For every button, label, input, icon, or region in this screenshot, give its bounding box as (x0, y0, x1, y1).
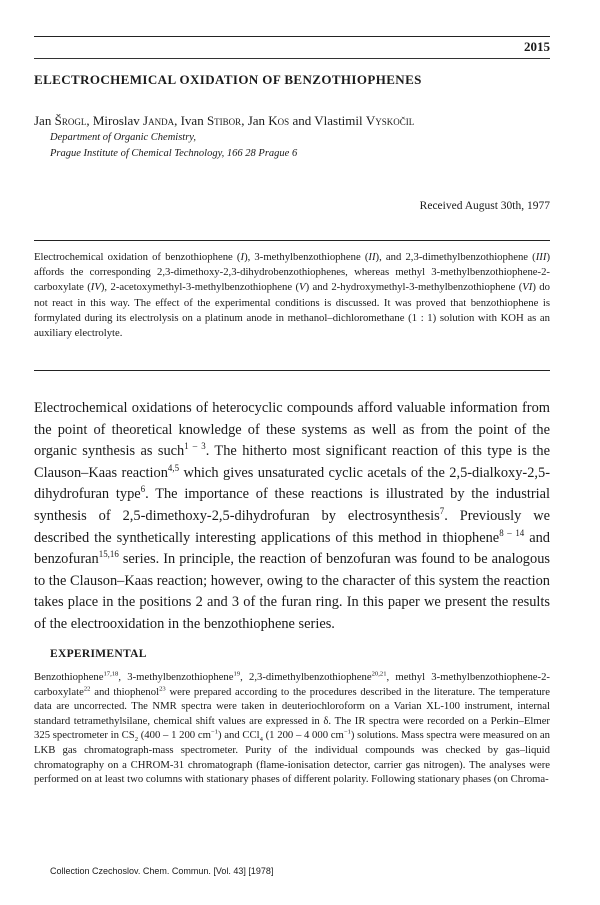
top-rule (34, 36, 550, 37)
page-number: 2015 (524, 39, 550, 54)
affiliation-department: Department of Organic Chemistry, (50, 132, 197, 143)
affiliation-institute: Prague Institute of Chemical Technology, 166 28 Prague 6 (50, 148, 298, 159)
section-heading-experimental: EXPERIMENTAL (50, 648, 147, 660)
author-list: Jan Šrogl, Miroslav Janda, Ivan Stibor, Jan Kos and Vlastimil Vyskočil (34, 113, 415, 128)
experimental-paragraph: Benzothiophene$^{17,18}$, 3-methylbenzothiophene$^{19}$, 2,3-dimethylbenzothiophene$^{20,21}$, methyl 3-methylbenzothiophene-2-carboxylate$^{22}$ and thiophenol$^{23}$ were prepared according to the procedures described in the literature. The temperature data are uncorrected. The NMR spectra were taken in deuteriochloroform on a Varian XL-100 instrument, internal standard tetramethylsilane, chemical shift values are expressed in δ. The IR spectra were recorded on a Perkin–Elmer 325 spectrometer in $CS_2$ (400 – 1 200 $cm^{-1}$) and CCl$_4$ (1 200 – 4 000 $cm^{-1}$) solutions. Mass spectra were measured on an LKB gas chromatograph-mass spectrometer. Purity of the individual compounds was checked by gas–liquid chromatography on a CHROM-31 chromatograph (flame-ionisation detector, carrier gas nitrogen). The analyses were performed on at least two columns with stationary phases of different polarity. Following stationary phases (on Chroma- (34, 670, 550, 786)
paper-title: ELECTROCHEMICAL OXIDATION OF BENZOTHIOPHENES (34, 72, 422, 87)
introduction-paragraph: Electrochemical oxidations of heterocyclic compounds afford valuable information from the point of theoretical knowledge of these systems as well as from the point of the organic synthesis as such$^{1 - 3}$. The hitherto most significant reaction of this type is the Clauson–Kaas reaction$^{4,5}$ which gives unsaturated cyclic acetals of the 2,5-dialkoxy-2,5-dihydrofuran type$^6$. The importance of these reactions is illustrated by the industrial synthesis of 2,5-dimethoxy-2,5-dihydrofuran by electrosynthesis$^7$. Previously we described the synthetically interesting applications of this method in thiophene$^{8 - 14}$ and benzofuran$^{15,16}$ series. In principle, the reaction of benzofuran was found to be analogous to the Clauson–Kaas reaction; however, owing to the character of this system the reaction takes place in the positions 2 and 3 of the furan ring. In this paper we present the results of the electrooxidation in the benzothiophene series. (34, 400, 551, 632)
header-rule (34, 58, 550, 59)
journal-footer: Collection Czechoslov. Chem. Commun. [Vol. 43] [1978] (50, 866, 274, 876)
abstract-top-rule (34, 240, 550, 241)
received-date: Received August 30th, 1977 (419, 200, 550, 212)
abstract: Electrochemical oxidation of benzothiophene (I), 3-methylbenzothiophene (II), and 2,3-dimethylbenzothiophene (III) affords the corresponding 2,3-dimethoxy-2,3-dihydrobenzothiophenes, whereas methyl 3-methylbenzothiophene-2-carboxylate (IV), 2-acetoxymethyl-3-methylbenzothiophene (V) and 2-hydroxymethyl-3-methylbenzothiophene (VI) do not react in this way. The effect of the experimental conditions is discussed. It was proved that benzothiophene is formylated during its electrolysis on a platinum anode in methanol–dichloromethane (1 : 1) solution with KOH as an auxiliary electrolyte. (34, 251, 550, 340)
abstract-bottom-rule (34, 370, 550, 371)
